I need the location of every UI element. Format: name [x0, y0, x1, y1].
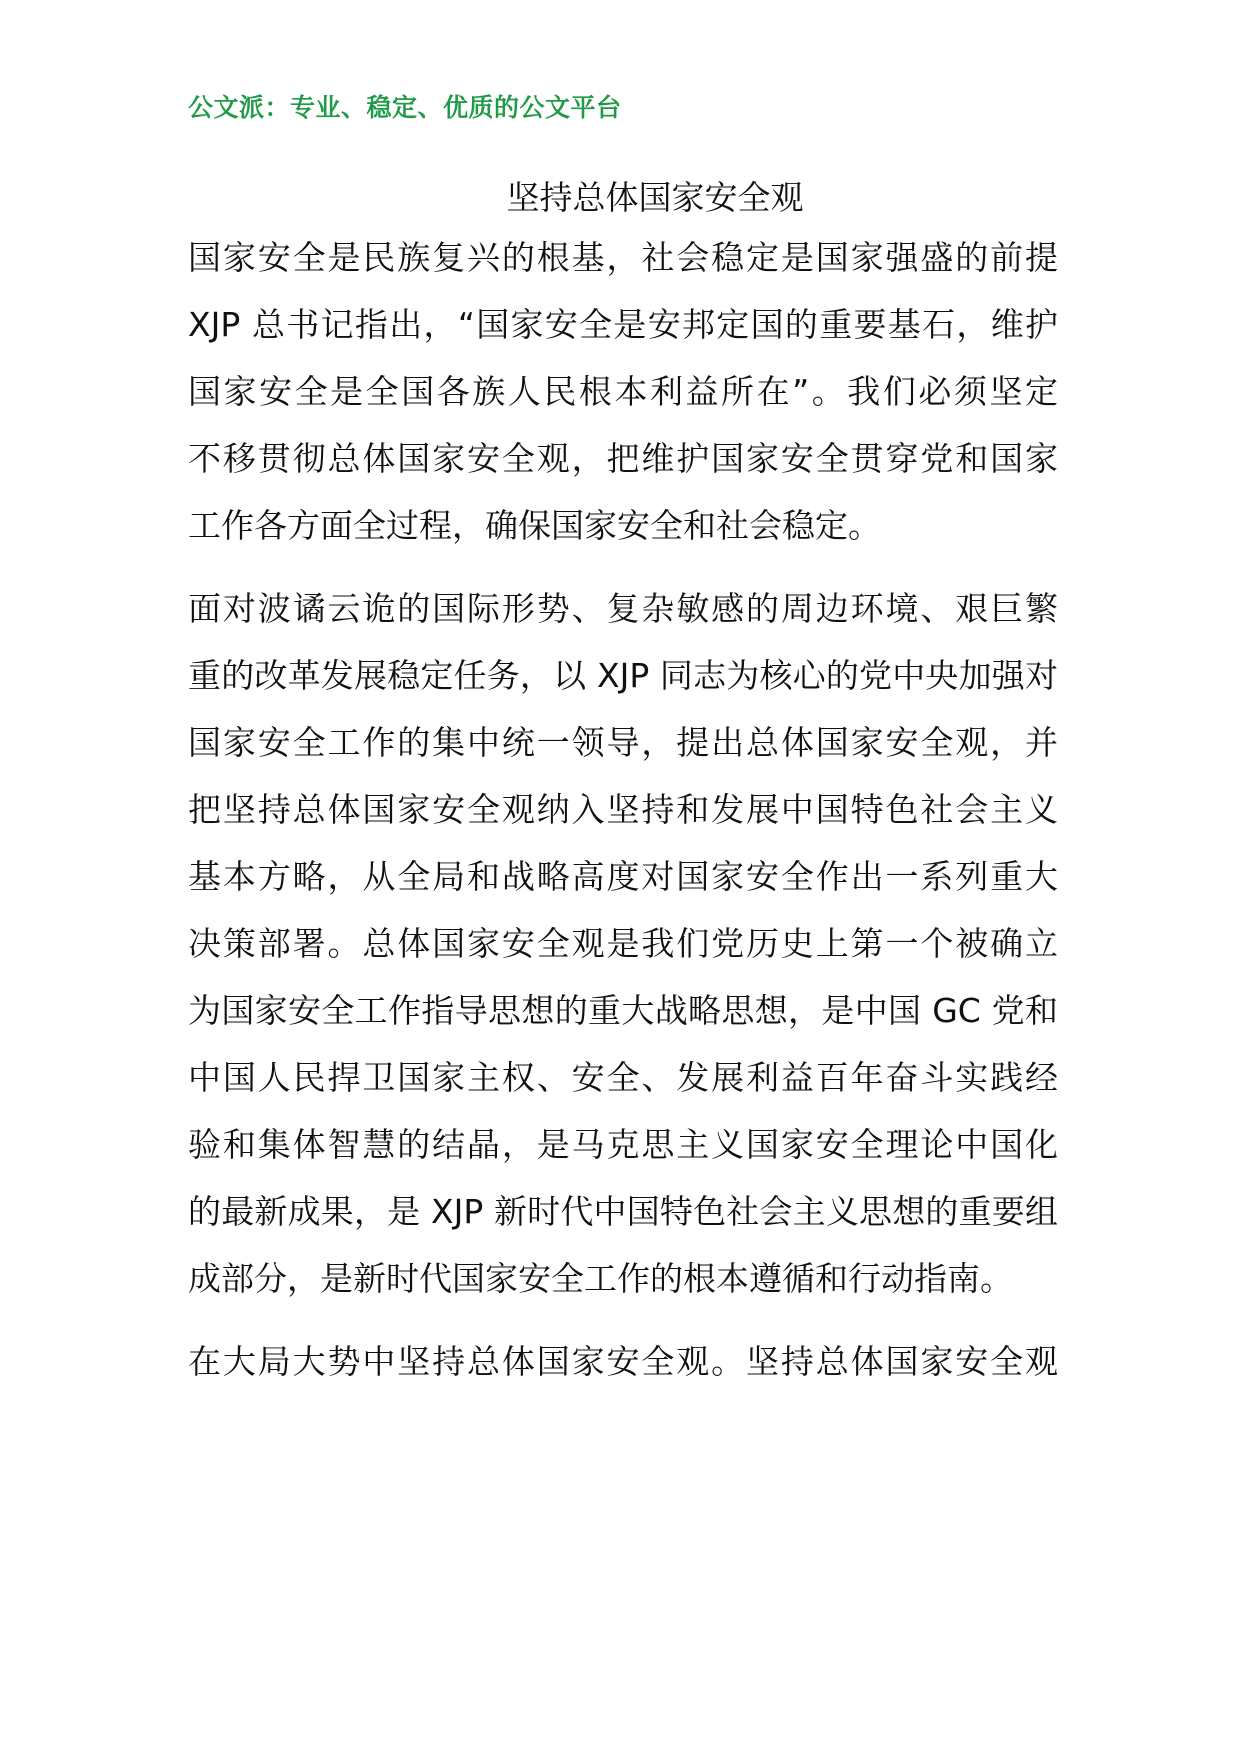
- paragraph-1-line-2: XJP 总书记指出，“国家安全是安邦定国的重要基石，维护: [188, 305, 1058, 344]
- paragraph-2-line-1: 面对波谲云诡的国际形势、复杂敏感的周边环境、艰巨繁: [188, 589, 1058, 628]
- paragraph-2-line-7: 为国家安全工作指导思想的重大战略思想，是中国 GC 党和: [188, 991, 1058, 1030]
- paragraph-2-line-3: 国家安全工作的集中统一领导，提出总体国家安全观，并: [188, 723, 1058, 762]
- paragraph-2-line-9: 验和集体智慧的结晶，是马克思主义国家安全理论中国化: [188, 1125, 1058, 1164]
- paragraph-2-line-5: 基本方略，从全局和战略高度对国家安全作出一系列重大: [188, 857, 1058, 896]
- paragraph-2-line-8: 中国人民捍卫国家主权、安全、发展利益百年奋斗实践经: [188, 1058, 1058, 1097]
- paragraph-2-line-11: 成部分，是新时代国家安全工作的根本遵循和行动指南。: [188, 1259, 1013, 1298]
- paragraph-1-line-5: 工作各方面全过程，确保国家安全和社会稳定。: [188, 506, 881, 545]
- paragraph-2-line-10: 的最新成果，是 XJP 新时代中国特色社会主义思想的重要组: [188, 1192, 1058, 1231]
- header-note: 公文派：专业、稳定、优质的公文平台: [188, 93, 622, 122]
- paragraph-2-line-6: 决策部署。总体国家安全观是我们党历史上第一个被确立: [188, 924, 1058, 963]
- paragraph-2-line-2: 重的改革发展稳定任务，以 XJP 同志为核心的党中央加强对: [188, 656, 1058, 695]
- document-title: 坚持总体国家安全观: [506, 178, 804, 217]
- paragraph-1-line-1: 国家安全是民族复兴的根基，社会稳定是国家强盛的前提: [188, 238, 1058, 277]
- paragraph-1-line-3: 国家安全是全国各族人民根本利益所在”。我们必须坚定: [188, 372, 1058, 411]
- paragraph-2-line-4: 把坚持总体国家安全观纳入坚持和发展中国特色社会主义: [188, 790, 1058, 829]
- paragraph-1-line-4: 不移贯彻总体国家安全观，把维护国家安全贯穿党和国家: [188, 439, 1058, 478]
- paragraph-3-line-1: 在大局大势中坚持总体国家安全观。坚持总体国家安全观: [188, 1342, 1058, 1381]
